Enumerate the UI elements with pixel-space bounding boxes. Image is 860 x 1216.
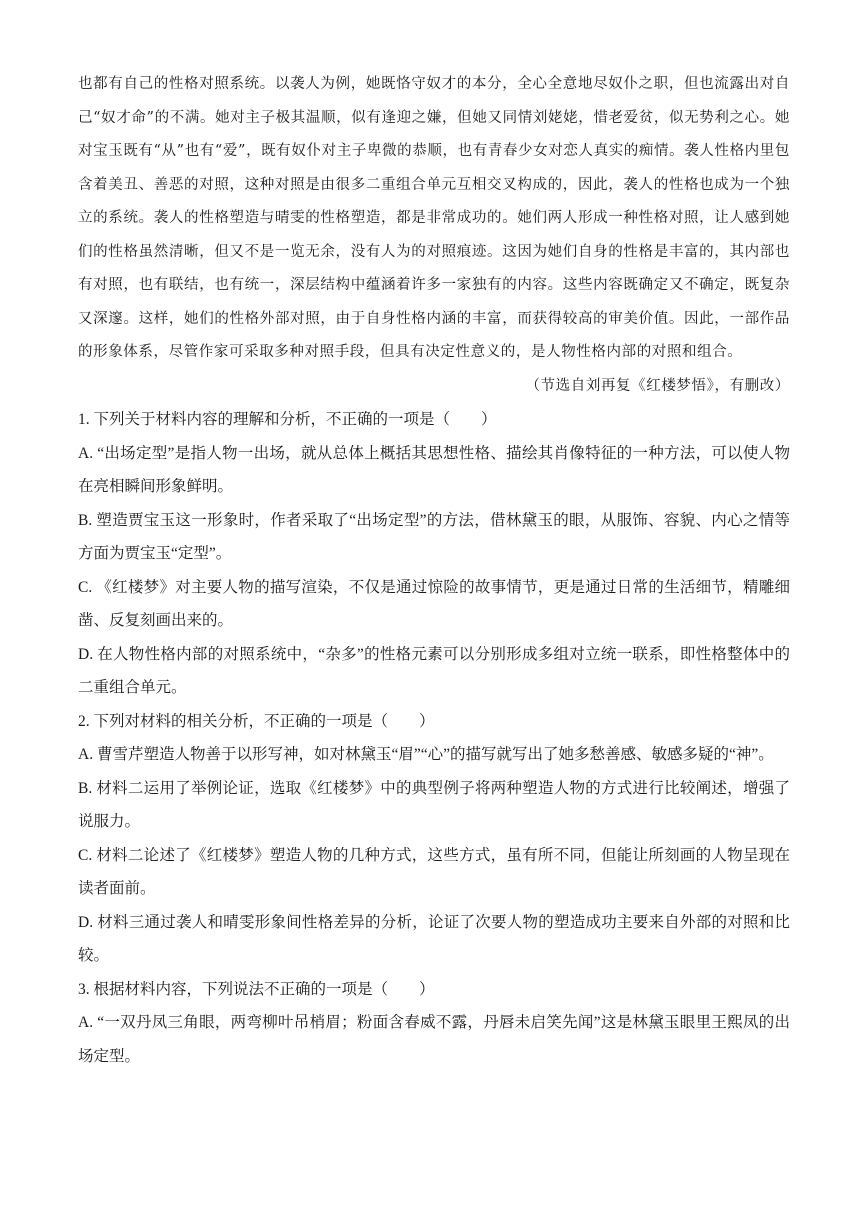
question-1 — [78, 403, 790, 705]
question-3 — [78, 973, 790, 1074]
document-page — [78, 68, 790, 1073]
question-2 — [78, 705, 790, 973]
question-2-option-b: B. 材料二运用了举例论证，选取《红楼梦》中的典型例子将两种塑造人物的方式进行比较阐述，增强了说服力。 — [78, 779, 790, 830]
question-2-option-d: D. 材料三通过袭人和晴雯形象间性格差异的分析，论证了次要人物的塑造成功主要来自外部的对照和比较。 — [78, 913, 790, 964]
question-1-option-a: A. “出场定型”是指人物一出场，就从总体上概括其思想性格、描绘其肖像特征的一种方法，可以使人物在亮相瞬间形象鲜明。 — [78, 444, 790, 495]
question-3-stem: 3. 根据材料内容，下列说法不正确的一项是（ ） — [78, 980, 435, 998]
question-2-option-c: C. 材料二论述了《红楼梦》塑造人物的几种方式，这些方式，虽有所不同，但能让所刻画的人物呈现在读者面前。 — [78, 846, 790, 897]
question-2-stem: 2. 下列对材料的相关分析，不正确的一项是（ ） — [78, 712, 435, 730]
question-1-option-b: B. 塑造贾宝玉这一形象时，作者采取了“出场定型”的方法，借林黛玉的眼，从服饰、容貌、内心之情等方面为贾宝玉“定型”。 — [78, 511, 790, 562]
question-1-option-c: C. 《红楼梦》对主要人物的描写渲染，不仅是通过惊险的故事情节，更是通过日常的生活细节，精雕细凿、反复刻画出来的。 — [78, 578, 790, 629]
question-1-stem: 1. 下列关于材料内容的理解和分析，不正确的一项是（ ） — [78, 411, 497, 428]
question-1-option-d: D. 在人物性格内部的对照系统中，“杂多”的性格元素可以分别形成多组对立统一联系，即性格整体中的二重组合单元。 — [78, 645, 790, 696]
question-2-option-a: A. 曹雪芹塑造人物善于以形写神，如对林黛玉“眉”“心”的描写就写出了她多愁善感、敏感多疑的“神”。 — [78, 746, 774, 763]
source-citation: （节选自刘再复《红楼梦悟》，有删改） — [525, 377, 790, 394]
question-3-option-a: A. “一双丹凤三角眼，两弯柳叶吊梢眉；粉面含春威不露，丹唇未启笑先闻”这是林黛玉眼里王熙凤的出场定型。 — [78, 1014, 790, 1065]
passage-paragraph: 也都有自己的性格对照系统。以袭人为例，她既恪守奴才的本分，全心全意地尽奴仆之职，但也流露出对自己“奴才命”的不满。她对主子极其温顺，似有逢迎之嫌，但她又同情刘姥姥，惜老爱贫，似无势利之心。她对宝玉既有“从”也有“爱”，既有奴仆对主子卑微的恭顺，也有青春少女对恋人真实的痴情。袭人性格内里包含着美丑、善恶的对照，这种对照是由很多二重组合单元互相交叉构成的，因此，袭人的性格也成为一个独立的系统。袭人的性格塑造与晴雯的性格塑造，都是非常成功的。她们两人形成一种性格对照，让人感到她们的性格虽然清晰，但又不是一览无余，没有人为的对照痕迹。这因为她们自身的性格是丰富的，其内部也有对照，也有联结，也有统一，深层结构中蕴涵着许多一家独有的内容。这些内容既确定又不确定，既复杂又深邃。这样，她们的性格外部对照，由于自身性格内涵的丰富，而获得较高的审美价值。因此，一部作品的形象体系，尽管作家可采取多种对照手段，但具有决定性意义的，是人物性格内部的对照和组合。 — [78, 76, 790, 360]
